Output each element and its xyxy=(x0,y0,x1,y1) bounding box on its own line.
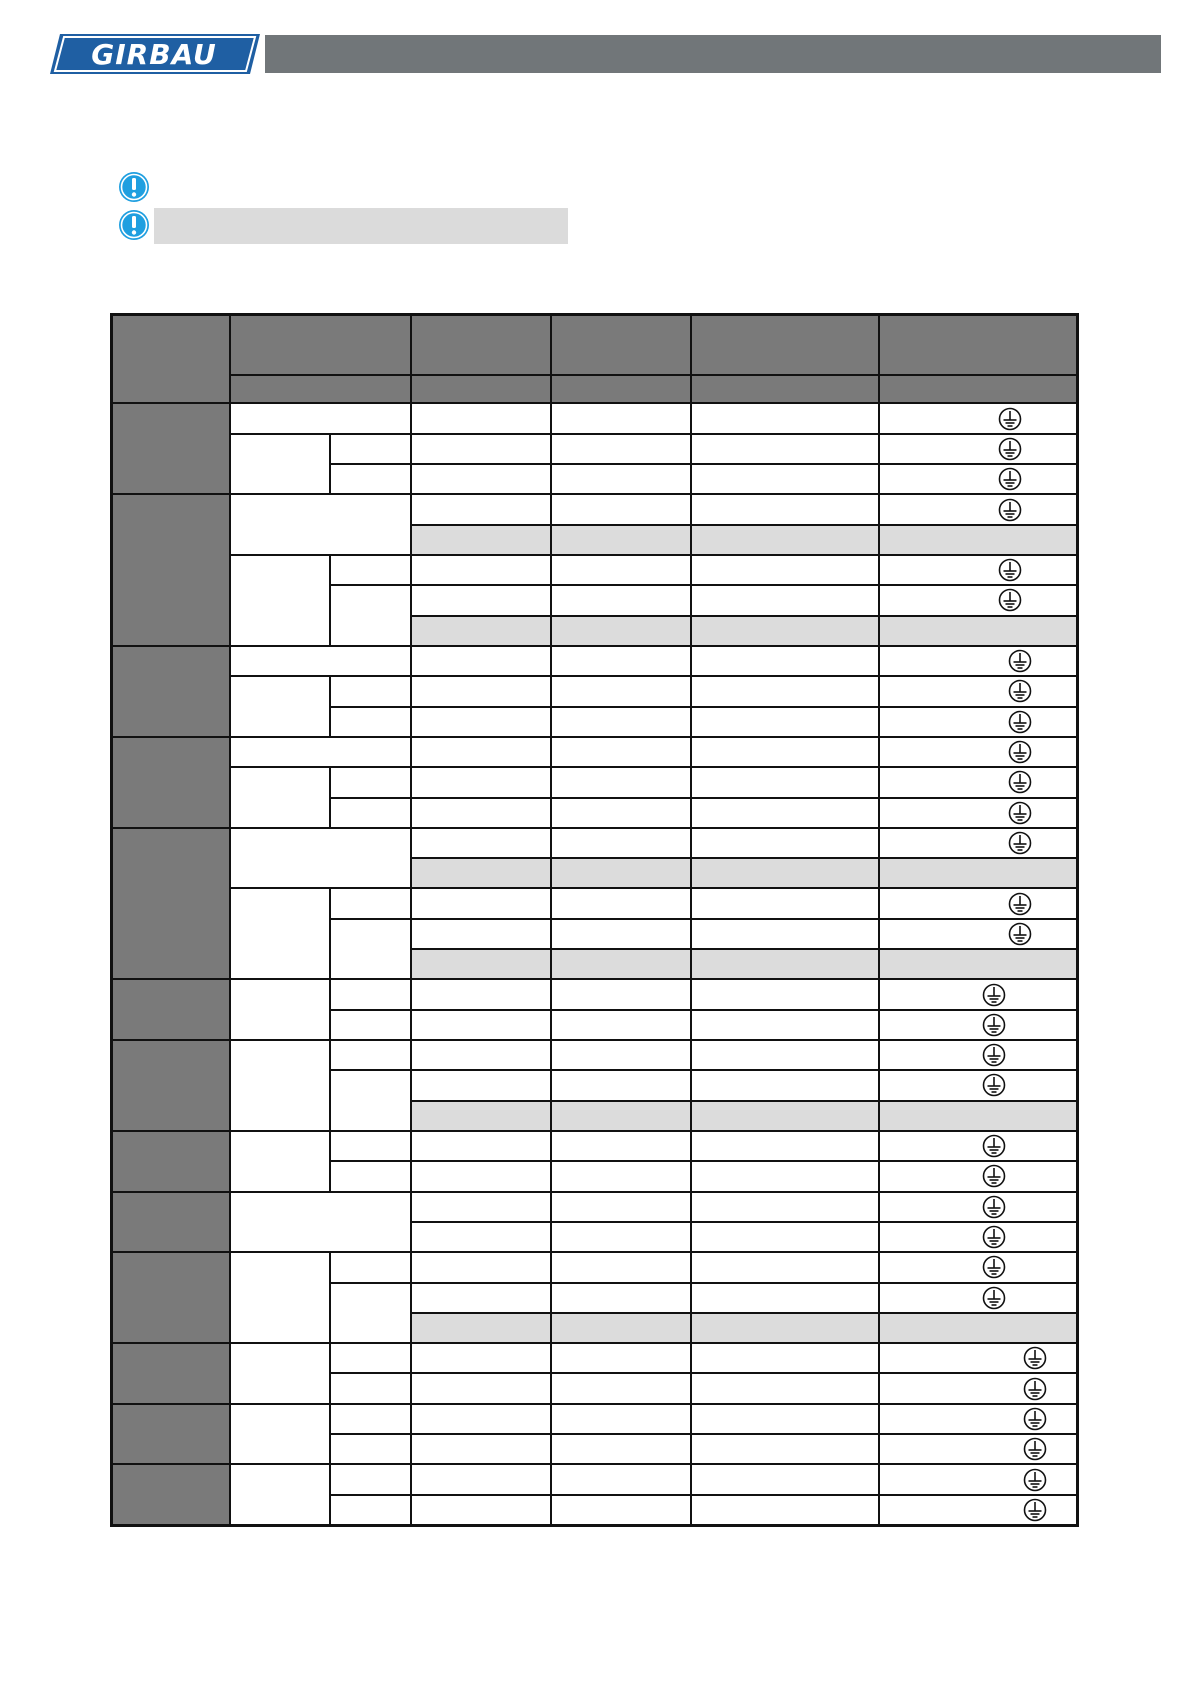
table-row xyxy=(112,555,1078,585)
subheader-cell xyxy=(691,375,879,403)
value-cell xyxy=(411,1404,551,1434)
earth-ground-icon xyxy=(1023,1437,1047,1461)
row-sublabel-cell xyxy=(330,1495,411,1526)
value-cell xyxy=(551,1495,691,1526)
row-group-label-cell xyxy=(112,1040,230,1131)
header-cell xyxy=(879,315,1078,376)
ground-cell xyxy=(879,1010,1078,1040)
header-cell xyxy=(691,315,879,376)
svg-text:GIRBAU: GIRBAU xyxy=(91,38,217,71)
value-cell xyxy=(551,767,691,797)
table-row xyxy=(112,403,1078,433)
table-row xyxy=(112,1464,1078,1494)
row-sublabel-cell xyxy=(330,1404,411,1434)
value-cell xyxy=(551,525,691,555)
value-cell xyxy=(691,1283,879,1313)
value-cell xyxy=(551,1404,691,1434)
ground-cell xyxy=(879,1434,1078,1464)
value-cell xyxy=(551,888,691,918)
value-cell xyxy=(879,1101,1078,1131)
table-row xyxy=(112,888,1078,918)
value-cell xyxy=(411,1070,551,1100)
ground-cell xyxy=(879,767,1078,797)
value-cell xyxy=(691,1373,879,1403)
value-cell xyxy=(691,798,879,828)
row-sublabel-cell xyxy=(330,1283,411,1344)
row-label-cell xyxy=(230,888,330,979)
row-sublabel-cell xyxy=(330,555,411,585)
value-cell xyxy=(411,1495,551,1526)
subheader-cell xyxy=(411,375,551,403)
value-cell xyxy=(411,1313,551,1343)
value-cell xyxy=(691,1070,879,1100)
value-cell xyxy=(551,798,691,828)
row-group-label-cell xyxy=(112,1192,230,1253)
row-label-cell xyxy=(230,646,411,676)
value-cell xyxy=(551,646,691,676)
value-cell xyxy=(551,707,691,737)
earth-ground-icon xyxy=(1023,1498,1047,1522)
value-cell xyxy=(411,949,551,979)
table-row xyxy=(112,1252,1078,1282)
subheader-cell xyxy=(879,375,1078,403)
ground-cell xyxy=(879,1192,1078,1222)
row-label-cell xyxy=(230,1464,330,1525)
ground-cell xyxy=(879,707,1078,737)
value-cell xyxy=(691,585,879,615)
value-cell xyxy=(691,646,879,676)
value-cell xyxy=(551,1010,691,1040)
value-cell xyxy=(551,555,691,585)
earth-ground-icon xyxy=(1008,649,1032,673)
value-cell xyxy=(691,1495,879,1526)
value-cell xyxy=(411,737,551,767)
value-cell xyxy=(411,1464,551,1494)
value-cell xyxy=(411,646,551,676)
row-group-label-cell xyxy=(112,1464,230,1525)
value-cell xyxy=(551,979,691,1009)
value-cell xyxy=(691,888,879,918)
notice-highlight xyxy=(154,208,568,244)
table-row xyxy=(112,676,1078,706)
table-row xyxy=(112,1192,1078,1222)
spec-table-body xyxy=(112,315,1078,1526)
row-sublabel-cell xyxy=(330,1464,411,1494)
ground-cell xyxy=(879,1404,1078,1434)
value-cell xyxy=(551,1192,691,1222)
value-cell xyxy=(551,1343,691,1373)
value-cell xyxy=(551,1434,691,1464)
ground-cell xyxy=(879,888,1078,918)
row-group-label-cell xyxy=(112,828,230,980)
header-cell xyxy=(551,315,691,376)
earth-ground-icon xyxy=(1008,922,1032,946)
value-cell xyxy=(551,585,691,615)
row-sublabel-cell xyxy=(330,434,411,464)
value-cell xyxy=(411,1192,551,1222)
row-label-cell xyxy=(230,979,330,1040)
value-cell xyxy=(691,1010,879,1040)
value-cell xyxy=(691,1131,879,1161)
ground-cell xyxy=(879,1131,1078,1161)
ground-cell xyxy=(879,1373,1078,1403)
value-cell xyxy=(691,979,879,1009)
value-cell xyxy=(411,828,551,858)
value-cell xyxy=(411,1131,551,1161)
value-cell xyxy=(691,1343,879,1373)
row-group-label-cell xyxy=(112,979,230,1040)
table-row xyxy=(112,828,1078,858)
earth-ground-icon xyxy=(1008,892,1032,916)
value-cell xyxy=(411,525,551,555)
value-cell xyxy=(411,1161,551,1191)
row-label-cell xyxy=(230,1343,330,1404)
value-cell xyxy=(691,464,879,494)
value-cell xyxy=(691,919,879,949)
ground-cell xyxy=(879,1161,1078,1191)
ground-cell xyxy=(879,1070,1078,1100)
row-sublabel-cell xyxy=(330,707,411,737)
value-cell xyxy=(551,616,691,646)
value-cell xyxy=(551,1131,691,1161)
value-cell xyxy=(551,434,691,464)
value-cell xyxy=(411,1283,551,1313)
value-cell xyxy=(411,676,551,706)
earth-ground-icon xyxy=(1008,740,1032,764)
earth-ground-icon xyxy=(1008,679,1032,703)
ground-cell xyxy=(879,403,1078,433)
row-label-cell xyxy=(230,828,411,889)
value-cell xyxy=(691,1313,879,1343)
row-sublabel-cell xyxy=(330,979,411,1009)
earth-ground-icon xyxy=(982,1013,1006,1037)
row-sublabel-cell xyxy=(330,1373,411,1403)
value-cell xyxy=(411,919,551,949)
earth-ground-icon xyxy=(998,407,1022,431)
earth-ground-icon xyxy=(982,1286,1006,1310)
row-group-label-cell xyxy=(112,646,230,737)
value-cell xyxy=(551,949,691,979)
earth-ground-icon xyxy=(982,983,1006,1007)
earth-ground-icon xyxy=(1008,770,1032,794)
ground-cell xyxy=(879,585,1078,615)
earth-ground-icon xyxy=(998,437,1022,461)
header-cell xyxy=(230,315,411,376)
value-cell xyxy=(411,585,551,615)
value-cell xyxy=(691,525,879,555)
ground-cell xyxy=(879,1343,1078,1373)
value-cell xyxy=(691,1192,879,1222)
value-cell xyxy=(551,1161,691,1191)
value-cell xyxy=(879,858,1078,888)
table-row xyxy=(112,434,1078,464)
earth-ground-icon xyxy=(982,1073,1006,1097)
value-cell xyxy=(551,676,691,706)
value-cell xyxy=(691,434,879,464)
value-cell xyxy=(691,494,879,524)
ground-cell xyxy=(879,676,1078,706)
value-cell xyxy=(691,1101,879,1131)
table-row xyxy=(112,737,1078,767)
ground-cell xyxy=(879,798,1078,828)
earth-ground-icon xyxy=(982,1255,1006,1279)
exclamation-icon xyxy=(118,171,150,203)
row-sublabel-cell xyxy=(330,464,411,494)
value-cell xyxy=(691,1161,879,1191)
value-cell xyxy=(691,707,879,737)
header-bar xyxy=(265,35,1161,73)
earth-ground-icon xyxy=(998,588,1022,612)
table-row xyxy=(112,979,1078,1009)
earth-ground-icon xyxy=(1008,831,1032,855)
row-label-cell xyxy=(230,737,411,767)
subheader-cell xyxy=(230,375,411,403)
earth-ground-icon xyxy=(1008,710,1032,734)
row-sublabel-cell xyxy=(330,1434,411,1464)
value-cell xyxy=(691,949,879,979)
value-cell xyxy=(691,858,879,888)
value-cell xyxy=(691,737,879,767)
ground-cell xyxy=(879,434,1078,464)
row-sublabel-cell xyxy=(330,888,411,918)
row-group-label-cell xyxy=(112,1343,230,1404)
value-cell xyxy=(879,949,1078,979)
row-label-cell xyxy=(230,676,330,737)
row-sublabel-cell xyxy=(330,919,411,980)
row-sublabel-cell xyxy=(330,585,411,646)
ground-cell xyxy=(879,1040,1078,1070)
ground-cell xyxy=(879,979,1078,1009)
value-cell xyxy=(551,1283,691,1313)
ground-cell xyxy=(879,919,1078,949)
value-cell xyxy=(411,1222,551,1252)
value-cell xyxy=(411,1373,551,1403)
earth-ground-icon xyxy=(1023,1377,1047,1401)
row-label-cell xyxy=(230,434,330,495)
row-sublabel-cell xyxy=(330,676,411,706)
earth-ground-icon xyxy=(998,498,1022,522)
earth-ground-icon xyxy=(982,1043,1006,1067)
earth-ground-icon xyxy=(1023,1468,1047,1492)
earth-ground-icon xyxy=(998,467,1022,491)
value-cell xyxy=(411,434,551,464)
value-cell xyxy=(551,1313,691,1343)
earth-ground-icon xyxy=(982,1134,1006,1158)
row-label-cell xyxy=(230,767,330,828)
value-cell xyxy=(411,616,551,646)
row-label-cell xyxy=(230,1192,411,1253)
row-label-cell xyxy=(230,403,411,433)
row-sublabel-cell xyxy=(330,1131,411,1161)
value-cell xyxy=(551,1464,691,1494)
value-cell xyxy=(411,1040,551,1070)
value-cell xyxy=(411,1101,551,1131)
table-row xyxy=(112,1404,1078,1434)
value-cell xyxy=(691,1434,879,1464)
earth-ground-icon xyxy=(982,1164,1006,1188)
subheader-cell xyxy=(551,375,691,403)
value-cell xyxy=(551,919,691,949)
row-sublabel-cell xyxy=(330,1252,411,1282)
ground-cell xyxy=(879,1283,1078,1313)
value-cell xyxy=(691,676,879,706)
header-cell xyxy=(411,315,551,376)
value-cell xyxy=(691,616,879,646)
row-sublabel-cell xyxy=(330,767,411,797)
row-sublabel-cell xyxy=(330,798,411,828)
table-subheader-row xyxy=(112,375,1078,403)
row-group-label-cell xyxy=(112,737,230,828)
value-cell xyxy=(551,1070,691,1100)
row-sublabel-cell xyxy=(330,1161,411,1191)
value-cell xyxy=(691,403,879,433)
earth-ground-icon xyxy=(1008,801,1032,825)
value-cell xyxy=(691,1222,879,1252)
row-sublabel-cell xyxy=(330,1040,411,1070)
value-cell xyxy=(551,464,691,494)
row-group-label-cell xyxy=(112,1252,230,1343)
exclamation-icon xyxy=(118,209,150,241)
ground-cell xyxy=(879,828,1078,858)
row-label-cell xyxy=(230,1040,330,1131)
value-cell xyxy=(551,1101,691,1131)
value-cell xyxy=(411,403,551,433)
earth-ground-icon xyxy=(998,558,1022,582)
row-label-cell xyxy=(230,1252,330,1343)
value-cell xyxy=(879,1313,1078,1343)
table-row xyxy=(112,1040,1078,1070)
ground-cell xyxy=(879,646,1078,676)
row-label-cell xyxy=(230,555,330,646)
value-cell xyxy=(691,1252,879,1282)
row-sublabel-cell xyxy=(330,1010,411,1040)
row-label-cell xyxy=(230,1404,330,1465)
value-cell xyxy=(691,1464,879,1494)
earth-ground-icon xyxy=(982,1225,1006,1249)
value-cell xyxy=(411,494,551,524)
earth-ground-icon xyxy=(1023,1346,1047,1370)
ground-cell xyxy=(879,1252,1078,1282)
value-cell xyxy=(411,1434,551,1464)
value-cell xyxy=(411,1252,551,1282)
ground-cell xyxy=(879,737,1078,767)
ground-cell xyxy=(879,555,1078,585)
value-cell xyxy=(411,1343,551,1373)
value-cell xyxy=(551,1373,691,1403)
value-cell xyxy=(551,403,691,433)
ground-cell xyxy=(879,494,1078,524)
table-row xyxy=(112,494,1078,524)
row-group-label-cell xyxy=(112,1131,230,1192)
value-cell xyxy=(691,767,879,797)
value-cell xyxy=(691,828,879,858)
ground-cell xyxy=(879,1222,1078,1252)
ground-cell xyxy=(879,1495,1078,1526)
girbau-logo xyxy=(50,34,260,74)
value-cell xyxy=(551,1040,691,1070)
row-label-cell xyxy=(230,494,411,555)
value-cell xyxy=(411,555,551,585)
ground-cell xyxy=(879,464,1078,494)
row-label-cell xyxy=(230,1131,330,1192)
value-cell xyxy=(551,737,691,767)
value-cell xyxy=(691,1404,879,1434)
value-cell xyxy=(411,858,551,888)
value-cell xyxy=(411,464,551,494)
value-cell xyxy=(691,555,879,585)
value-cell xyxy=(551,494,691,524)
table-row xyxy=(112,1343,1078,1373)
value-cell xyxy=(411,707,551,737)
spec-table xyxy=(110,313,1079,1527)
earth-ground-icon xyxy=(1023,1407,1047,1431)
value-cell xyxy=(551,858,691,888)
value-cell xyxy=(879,616,1078,646)
value-cell xyxy=(411,767,551,797)
value-cell xyxy=(551,1252,691,1282)
earth-ground-icon xyxy=(982,1195,1006,1219)
value-cell xyxy=(411,1010,551,1040)
value-cell xyxy=(551,1222,691,1252)
value-cell xyxy=(411,979,551,1009)
value-cell xyxy=(411,888,551,918)
table-header-row xyxy=(112,315,1078,376)
row-group-label-cell xyxy=(112,403,230,494)
table-row xyxy=(112,767,1078,797)
value-cell xyxy=(691,1040,879,1070)
value-cell xyxy=(551,828,691,858)
row-group-label-cell xyxy=(112,1404,230,1465)
row-group-label-cell xyxy=(112,494,230,646)
table-row xyxy=(112,646,1078,676)
row-sublabel-cell xyxy=(330,1343,411,1373)
ground-cell xyxy=(879,1464,1078,1494)
row-sublabel-cell xyxy=(330,1070,411,1131)
value-cell xyxy=(411,798,551,828)
value-cell xyxy=(879,525,1078,555)
table-row xyxy=(112,1131,1078,1161)
header-corner-cell xyxy=(112,315,230,404)
